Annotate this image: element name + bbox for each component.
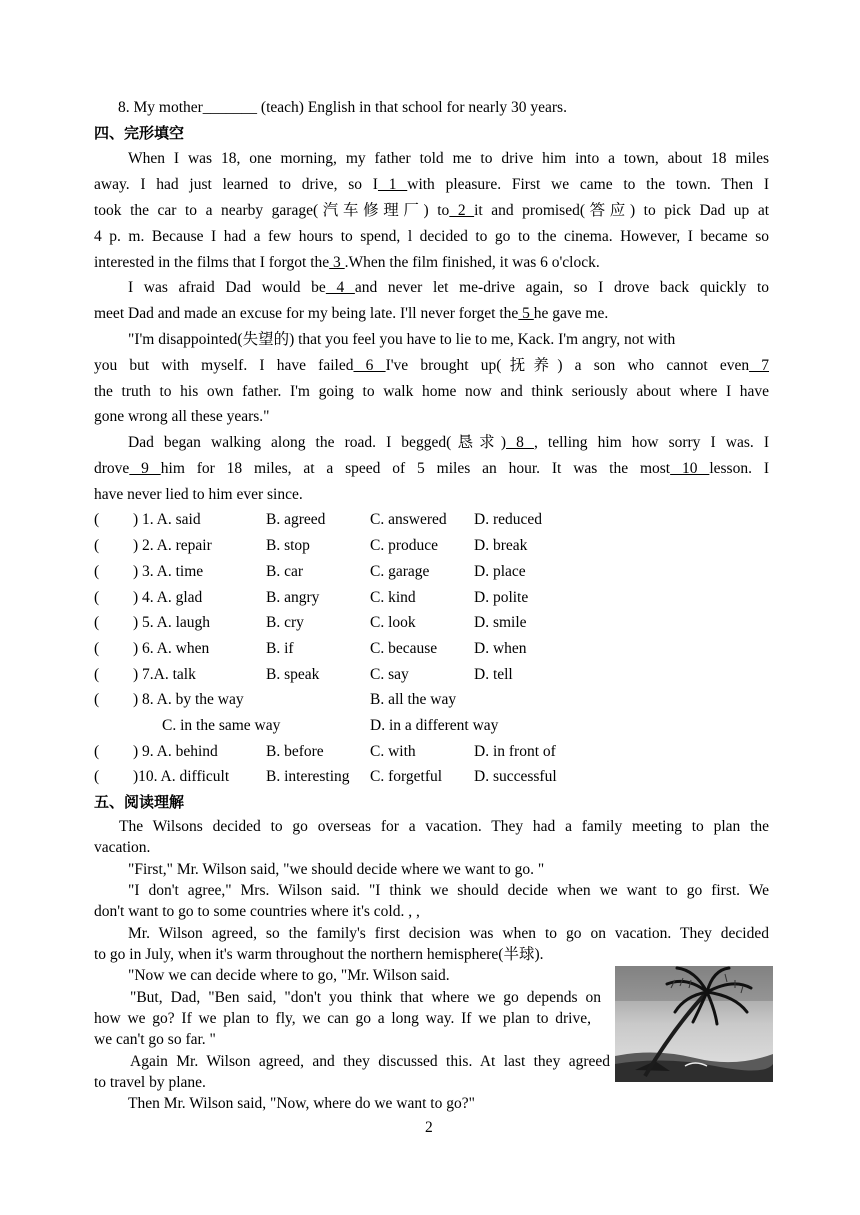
reading-line-9: "But, Dad, "Ben said, "don't you think that where we go depends on — [130, 989, 601, 1006]
page-number: 2 — [425, 1119, 433, 1136]
reading-line-8: "Now we can decide where to go, "Mr. Wilson said. — [128, 967, 450, 984]
reading-line-12: Again Mr. Wilson agreed, and they discussed this. At last they agreed — [130, 1053, 610, 1070]
reading-line-5: don't want to go to some countries where it's cold. , , — [94, 903, 420, 920]
blank-3: 3 — [329, 254, 345, 271]
reading-line-1: The Wilsons decided to go overseas for a vacation. They had a family meeting to plan the — [119, 818, 769, 835]
section-4-title: 四、完形填空 — [94, 124, 185, 142]
cloze-line-7: meet Dad and made an excuse for my being late. I'll never forget the 5 he gave me. — [94, 305, 609, 322]
blank-2: 2 — [449, 202, 475, 219]
blank-8: 8 — [506, 434, 534, 451]
cloze-line-2: away. I had just learned to drive, so I 1 with pleasure. First we came to the town. Then I — [94, 176, 769, 193]
blank-4: 4 — [325, 279, 355, 296]
cloze-line-13: drove 9 him for 18 miles, at a speed of 5 miles an hour. It was the most 10 lesson. I — [94, 460, 769, 477]
cloze-line-3: took the car to a nearby garage(汽车修理厂) to 2 it and promised(答应) to pick Dad up at — [94, 202, 770, 219]
cloze-line-10: the truth to his own father. I'm going to walk home now and think seriously about where I have — [94, 383, 769, 400]
blank-9: 9 — [129, 460, 161, 477]
reading-line-10: how we go? If we plan to fly, we can go a long way. If we plan to drive, — [94, 1010, 591, 1027]
reading-line-3: "First," Mr. Wilson said, "we should decide where we want to go. " — [128, 861, 545, 878]
reading-line-11: we can't go so far. " — [94, 1031, 216, 1048]
reading-line-13: to travel by plane. — [94, 1074, 206, 1091]
cloze-line-12: Dad began walking along the road. I begged(恳求) 8 , telling him how sorry I was. I — [128, 434, 769, 451]
reading-line-14: Then Mr. Wilson said, "Now, where do we want to go?" — [128, 1095, 475, 1112]
reading-line-4: "I don't agree," Mrs. Wilson said. "I think we should decide when we want to go first. We — [128, 882, 769, 899]
cloze-line-8: "I'm disappointed(失望的) that you feel you have to lie to me, Kack. I'm angry, not with — [128, 331, 676, 348]
cloze-line-1: When I was 18, one morning, my father told me to drive him into a town, about 18 miles — [128, 150, 769, 167]
blank-6: 6 — [353, 357, 386, 374]
blank-7: 7 — [749, 357, 770, 374]
question-8: 8. My mother_______ (teach) English in that school for nearly 30 years. — [118, 99, 567, 116]
blank-5: 5 — [518, 305, 534, 322]
blank-1: 1 — [377, 176, 408, 193]
cloze-line-5: interested in the films that I forgot the 3 .When the film finished, it was 6 o'clock. — [94, 254, 600, 271]
cloze-line-4: 4 p. m. Because I had a few hours to spend, l decided to go to the cinema. However, I became so — [94, 228, 769, 245]
palm-tree-beach-image — [615, 966, 773, 1082]
reading-line-2: vacation. — [94, 839, 151, 856]
cloze-line-6: I was afraid Dad would be 4 and never let me-drive again, so I drove back quickly to — [128, 279, 770, 296]
cloze-line-11: gone wrong all these years." — [94, 408, 270, 425]
reading-line-7: to go in July, when it's warm throughout the northern hemisphere(半球). — [94, 946, 544, 963]
section-5-title: 五、阅读理解 — [94, 793, 185, 811]
cloze-line-9: you but with myself. I have failed 6 I've brought up(抚养) a son who cannot even 7 — [94, 357, 770, 374]
blank-10: 10 — [670, 460, 710, 477]
cloze-line-14: have never lied to him ever since. — [94, 486, 303, 503]
reading-line-6: Mr. Wilson agreed, so the family's first decision was when to go on vacation. They decided — [128, 925, 769, 942]
